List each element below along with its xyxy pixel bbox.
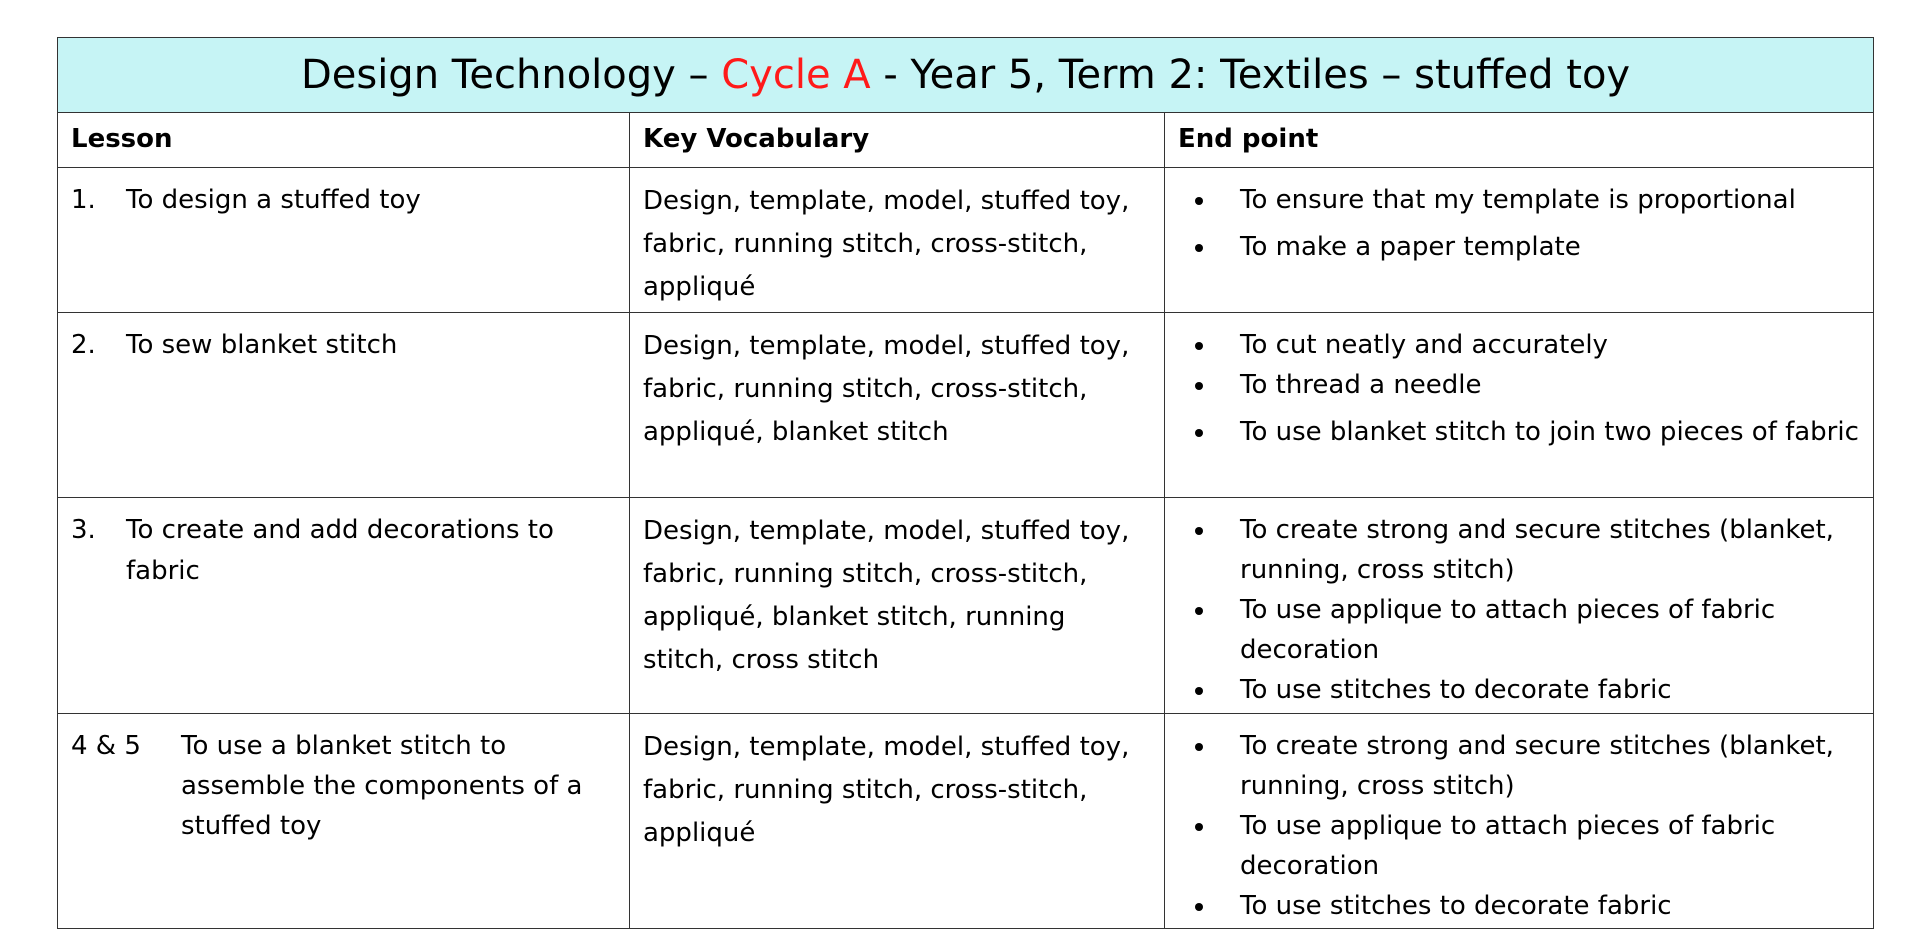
lesson-number: 1. — [71, 185, 96, 215]
bullet-icon — [1195, 687, 1203, 695]
lesson-plan-table — [57, 37, 1874, 929]
vocabulary-cell: Design, template, model, stuffed toy, fabric, running stitch, cross-stitch, appliqué — [630, 168, 1165, 313]
end-point-item — [1178, 510, 1861, 590]
page-title — [58, 38, 1874, 113]
lesson-title: To design a stuffed toy — [126, 185, 421, 215]
end-point-item — [1178, 365, 1861, 405]
end-point-text: To make a paper template — [1240, 232, 1581, 262]
bullet-icon — [1195, 743, 1203, 751]
bullet-icon — [1195, 823, 1203, 831]
end-point-cell — [1165, 168, 1874, 313]
bullet-icon — [1195, 527, 1203, 535]
header-key-vocabulary: Key Vocabulary — [630, 113, 1165, 168]
end-point-list — [1178, 325, 1861, 452]
end-point-item — [1178, 325, 1861, 365]
end-point-cell — [1165, 498, 1874, 714]
bullet-icon — [1195, 903, 1203, 911]
bullet-icon — [1195, 607, 1203, 615]
lesson-cell — [58, 313, 630, 498]
header-lesson: Lesson — [58, 113, 630, 168]
lesson-cell — [58, 714, 630, 929]
title-part-2: - Year 5, Term 2: Textiles – stuffed toy — [870, 52, 1631, 98]
table-row — [58, 714, 1874, 929]
end-point-item — [1178, 590, 1861, 670]
lesson-title: To use a blanket stitch to assemble the components of a stuffed toy — [181, 731, 583, 841]
end-point-item — [1178, 412, 1861, 452]
end-point-text: To thread a needle — [1240, 370, 1482, 400]
end-point-list — [1178, 726, 1861, 926]
lesson-title: To sew blanket stitch — [126, 330, 398, 360]
lesson-title: To create and add decorations to fabric — [126, 515, 554, 586]
header-row — [58, 113, 1874, 168]
end-point-list — [1178, 510, 1861, 710]
end-point-text: To create strong and secure stitches (blanket, running, cross stitch) — [1240, 731, 1834, 801]
end-point-text: To cut neatly and accurately — [1240, 330, 1608, 360]
lesson-entry — [71, 726, 617, 846]
bullet-icon — [1195, 429, 1203, 437]
lesson-number: 2. — [71, 330, 96, 360]
end-point-item — [1178, 180, 1861, 220]
end-point-text: To use stitches to decorate fabric — [1240, 891, 1672, 921]
title-accent: Cycle A — [721, 52, 871, 98]
end-point-item — [1178, 806, 1861, 886]
end-point-item — [1178, 726, 1861, 806]
lesson-entry — [71, 180, 617, 221]
end-point-item — [1178, 227, 1861, 267]
lesson-number: 4 & 5 — [71, 731, 141, 761]
end-point-item — [1178, 886, 1861, 926]
end-point-text: To use blanket stitch to join two pieces of fabric — [1240, 417, 1859, 447]
lesson-cell — [58, 168, 630, 313]
end-point-text: To use applique to attach pieces of fabric decoration — [1240, 595, 1776, 665]
table-row — [58, 498, 1874, 714]
bullet-icon — [1195, 197, 1203, 205]
table-row — [58, 168, 1874, 313]
lesson-entry — [71, 510, 617, 592]
bullet-icon — [1195, 382, 1203, 390]
title-part-1: Design Technology – — [300, 52, 722, 98]
vocabulary-cell: Design, template, model, stuffed toy, fabric, running stitch, cross-stitch, appliqué, blanket stitch, running stitch, cross stitch — [630, 498, 1165, 714]
lesson-number: 3. — [71, 515, 96, 545]
vocabulary-cell: Design, template, model, stuffed toy, fabric, running stitch, cross-stitch, appliqué, blanket stitch — [630, 313, 1165, 498]
vocabulary-cell: Design, template, model, stuffed toy, fabric, running stitch, cross-stitch, appliqué — [630, 714, 1165, 929]
end-point-text: To use stitches to decorate fabric — [1240, 675, 1672, 705]
title-row — [58, 38, 1874, 113]
end-point-cell — [1165, 714, 1874, 929]
bullet-icon — [1195, 244, 1203, 252]
end-point-item — [1178, 670, 1861, 710]
end-point-text: To ensure that my template is proportional — [1240, 185, 1796, 215]
lesson-cell — [58, 498, 630, 714]
end-point-list — [1178, 180, 1861, 267]
bullet-icon — [1195, 342, 1203, 350]
table-row — [58, 313, 1874, 498]
end-point-text: To use applique to attach pieces of fabric decoration — [1240, 811, 1776, 881]
header-end-point: End point — [1165, 113, 1874, 168]
end-point-text: To create strong and secure stitches (blanket, running, cross stitch) — [1240, 515, 1834, 585]
end-point-cell — [1165, 313, 1874, 498]
lesson-entry — [71, 325, 617, 366]
